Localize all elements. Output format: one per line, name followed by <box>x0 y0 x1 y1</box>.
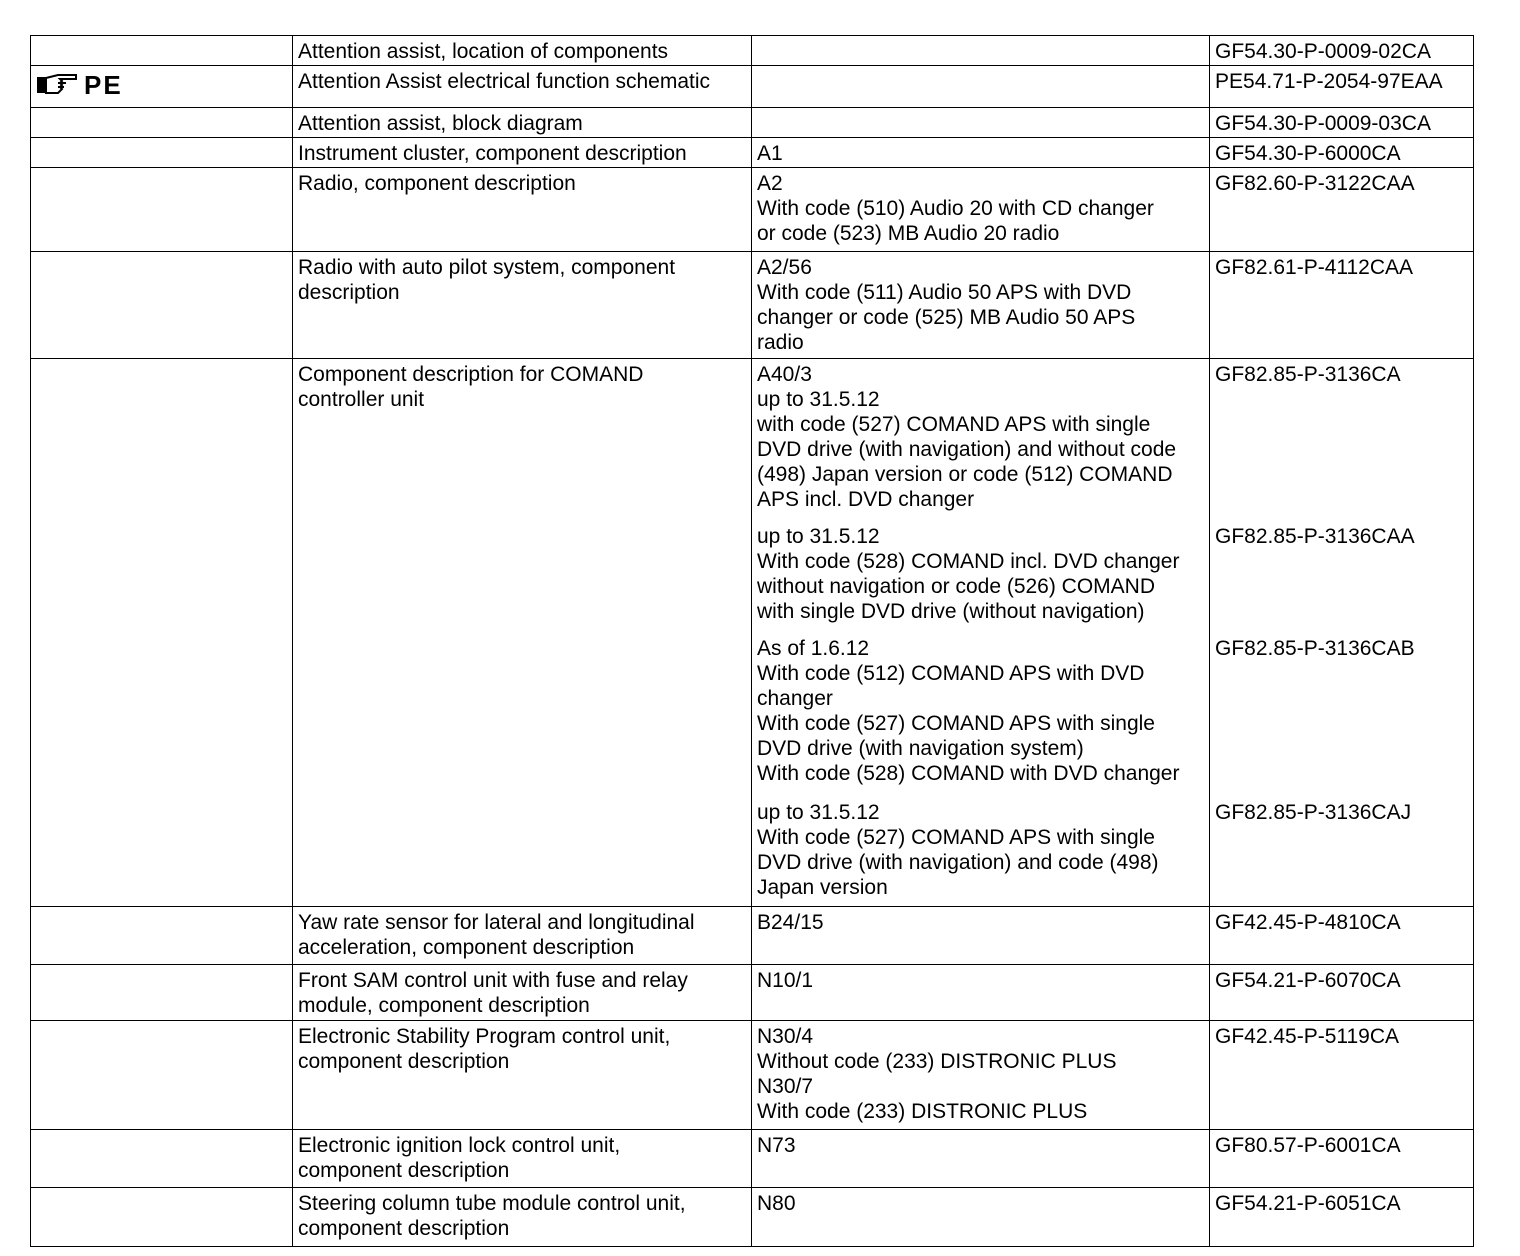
code-block <box>757 636 1204 794</box>
table-row <box>31 108 1474 138</box>
doc-block <box>1215 968 1468 993</box>
code-block <box>757 1024 1204 1124</box>
code-line: With code (512) COMAND APS with DVD <box>757 662 1145 685</box>
document-link[interactable]: GF54.30-P-0009-03CA <box>1215 112 1431 135</box>
table-row <box>31 1188 1474 1247</box>
title-cell <box>293 138 752 168</box>
code-block <box>757 524 1204 630</box>
marker-cell <box>31 252 293 359</box>
doc-cell <box>1210 1021 1474 1130</box>
code-cell <box>752 168 1210 252</box>
title-line: Instrument cluster, component description <box>298 142 687 165</box>
code-line: With code (528) COMAND with DVD changer <box>757 762 1180 785</box>
code-line: With code (527) COMAND APS with single <box>757 826 1155 849</box>
title-line: Attention assist, block diagram <box>298 112 583 135</box>
code-block <box>757 968 1204 993</box>
doc-cell <box>1210 1188 1474 1247</box>
title-cell <box>293 965 752 1021</box>
code-line: APS incl. DVD changer <box>757 488 975 511</box>
table-row <box>31 252 1474 359</box>
title-line: component description <box>298 1050 510 1073</box>
table-row <box>31 66 1474 108</box>
code-block <box>757 910 1204 935</box>
document-link[interactable]: PE54.71-P-2054-97EAA <box>1215 70 1443 93</box>
code-line: N30/4 <box>757 1025 814 1048</box>
marker-cell <box>31 907 293 965</box>
code-block <box>757 171 1204 246</box>
title-cell <box>293 359 752 907</box>
title-line: Front SAM control unit with fuse and relay <box>298 969 688 992</box>
code-line: DVD drive (with navigation system) <box>757 737 1084 760</box>
doc-block <box>1215 255 1468 280</box>
code-line: changer or code (525) MB Audio 50 APS <box>757 306 1136 329</box>
title-cell <box>293 168 752 252</box>
marker-cell <box>31 108 293 138</box>
doc-cell <box>1210 1130 1474 1188</box>
title-line: Radio, component description <box>298 172 576 195</box>
doc-cell <box>1210 36 1474 66</box>
title-cell <box>293 1188 752 1247</box>
document-link[interactable]: GF54.30-P-6000CA <box>1215 142 1401 165</box>
code-line: Without code (233) DISTRONIC PLUS <box>757 1050 1117 1073</box>
code-line: A1 <box>757 142 783 165</box>
table-row <box>31 36 1474 66</box>
code-cell <box>752 907 1210 965</box>
doc-cell <box>1210 907 1474 965</box>
title-line: Yaw rate sensor for lateral and longitudinal <box>298 911 695 934</box>
code-cell <box>752 252 1210 359</box>
code-line: up to 31.5.12 <box>757 525 880 548</box>
document-link[interactable]: GF54.21-P-6051CA <box>1215 1192 1401 1215</box>
code-line: With code (233) DISTRONIC PLUS <box>757 1100 1088 1123</box>
doc-cell <box>1210 66 1474 108</box>
code-cell <box>752 965 1210 1021</box>
table-body <box>31 36 1474 1247</box>
code-cell <box>752 66 1210 108</box>
code-line: radio <box>757 331 804 354</box>
code-cell <box>752 138 1210 168</box>
marker-cell <box>31 138 293 168</box>
title-line: Electronic ignition lock control unit, <box>298 1134 621 1157</box>
code-line: N30/7 <box>757 1075 814 1098</box>
marker-cell <box>31 965 293 1021</box>
title-cell <box>293 907 752 965</box>
title-line: acceleration, component description <box>298 936 635 959</box>
title-line: Steering column tube module control unit, <box>298 1192 686 1215</box>
document-link[interactable]: GF82.85-P-3136CAB <box>1215 637 1415 660</box>
table-row <box>31 965 1474 1021</box>
doc-cell <box>1210 168 1474 252</box>
pe-marker-label: PE <box>84 69 123 100</box>
title-line: Electronic Stability Program control unit, <box>298 1025 671 1048</box>
code-cell <box>752 1130 1210 1188</box>
document-link[interactable]: GF54.21-P-6070CA <box>1215 969 1401 992</box>
marker-cell <box>31 1188 293 1247</box>
table-row <box>31 1021 1474 1130</box>
title-cell <box>293 66 752 108</box>
title-line: component description <box>298 1159 510 1182</box>
doc-block <box>1215 800 1468 906</box>
table-row <box>31 907 1474 965</box>
code-line: up to 31.5.12 <box>757 801 880 824</box>
doc-block <box>1215 171 1468 196</box>
doc-block <box>1215 1191 1468 1216</box>
code-block <box>757 141 1204 166</box>
marker-cell <box>31 1130 293 1188</box>
title-line: Attention assist, location of components <box>298 40 669 63</box>
table-row <box>31 1130 1474 1188</box>
doc-block <box>1215 111 1468 136</box>
code-line: up to 31.5.12 <box>757 388 880 411</box>
document-link[interactable]: GF82.60-P-3122CAA <box>1215 172 1415 195</box>
code-cell <box>752 108 1210 138</box>
code-block <box>757 1133 1204 1158</box>
title-cell <box>293 108 752 138</box>
code-line: A40/3 <box>757 363 812 386</box>
table-row <box>31 168 1474 252</box>
code-line: DVD drive (with navigation) and code (498) <box>757 851 1159 874</box>
code-cell <box>752 359 1210 907</box>
document-link[interactable]: GF82.85-P-3136CAJ <box>1215 801 1412 824</box>
code-line: with single DVD drive (without navigation) <box>757 600 1145 623</box>
document-link[interactable]: GF42.45-P-4810CA <box>1215 911 1401 934</box>
doc-block <box>1215 362 1468 518</box>
code-line: changer <box>757 687 833 710</box>
doc-block <box>1215 636 1468 794</box>
code-line: With code (527) COMAND APS with single <box>757 712 1155 735</box>
title-line: component description <box>298 1217 510 1240</box>
document-link[interactable]: GF82.85-P-3136CA <box>1215 363 1401 386</box>
doc-cell <box>1210 138 1474 168</box>
title-cell <box>293 1021 752 1130</box>
code-cell <box>752 36 1210 66</box>
code-line: with code (527) COMAND APS with single <box>757 413 1151 436</box>
title-cell <box>293 252 752 359</box>
code-line: Japan version <box>757 876 888 899</box>
title-line: controller unit <box>298 388 425 411</box>
code-line: With code (528) COMAND incl. DVD changer <box>757 550 1180 573</box>
marker-cell <box>31 168 293 252</box>
title-line: module, component description <box>298 994 590 1017</box>
code-line: A2 <box>757 172 783 195</box>
doc-block <box>1215 1024 1468 1049</box>
table-row <box>31 359 1474 907</box>
doc-cell <box>1210 965 1474 1021</box>
code-line: N73 <box>757 1134 796 1157</box>
code-line: DVD drive (with navigation) and without code <box>757 438 1177 461</box>
code-cell <box>752 1021 1210 1130</box>
doc-cell <box>1210 108 1474 138</box>
marker-cell <box>31 66 293 108</box>
document-link[interactable]: GF82.85-P-3136CAA <box>1215 525 1415 548</box>
doc-block <box>1215 39 1468 64</box>
doc-cell <box>1210 252 1474 359</box>
title-line: Component description for COMAND <box>298 363 644 386</box>
doc-block <box>1215 524 1468 630</box>
code-line: A2/56 <box>757 256 812 279</box>
code-line: B24/15 <box>757 911 824 934</box>
code-line: N10/1 <box>757 969 814 992</box>
code-line: (498) Japan version or code (512) COMAND <box>757 463 1173 486</box>
code-block <box>757 362 1204 518</box>
doc-cell <box>1210 359 1474 907</box>
doc-block <box>1215 69 1468 94</box>
code-cell <box>752 1188 1210 1247</box>
code-line: With code (511) Audio 50 APS with DVD <box>757 281 1132 304</box>
document-link[interactable]: GF54.30-P-0009-02CA <box>1215 40 1431 63</box>
doc-block <box>1215 141 1468 166</box>
marker-cell <box>31 1021 293 1130</box>
marker-cell <box>31 359 293 907</box>
doc-block <box>1215 1133 1468 1158</box>
pointing-hand-icon <box>36 71 78 99</box>
table-row <box>31 138 1474 168</box>
reference-table <box>30 35 1474 1247</box>
marker-cell <box>31 36 293 66</box>
code-line: or code (523) MB Audio 20 radio <box>757 222 1060 245</box>
code-block <box>757 255 1204 355</box>
code-block <box>757 800 1204 906</box>
title-line: Radio with auto pilot system, component <box>298 256 676 279</box>
code-line: without navigation or code (526) COMAND <box>757 575 1156 598</box>
title-cell <box>293 1130 752 1188</box>
code-line: With code (510) Audio 20 with CD changer <box>757 197 1154 220</box>
code-line: N80 <box>757 1192 796 1215</box>
doc-block <box>1215 910 1468 935</box>
document-link[interactable]: GF82.61-P-4112CAA <box>1215 256 1414 279</box>
code-block <box>757 1191 1204 1216</box>
code-line: As of 1.6.12 <box>757 637 870 660</box>
document-link[interactable]: GF42.45-P-5119CA <box>1215 1025 1400 1048</box>
pe-marker[interactable] <box>36 69 287 99</box>
document-link[interactable]: GF80.57-P-6001CA <box>1215 1134 1401 1157</box>
title-cell <box>293 36 752 66</box>
title-line: description <box>298 281 400 304</box>
title-line: Attention Assist electrical function schematic <box>298 70 711 93</box>
